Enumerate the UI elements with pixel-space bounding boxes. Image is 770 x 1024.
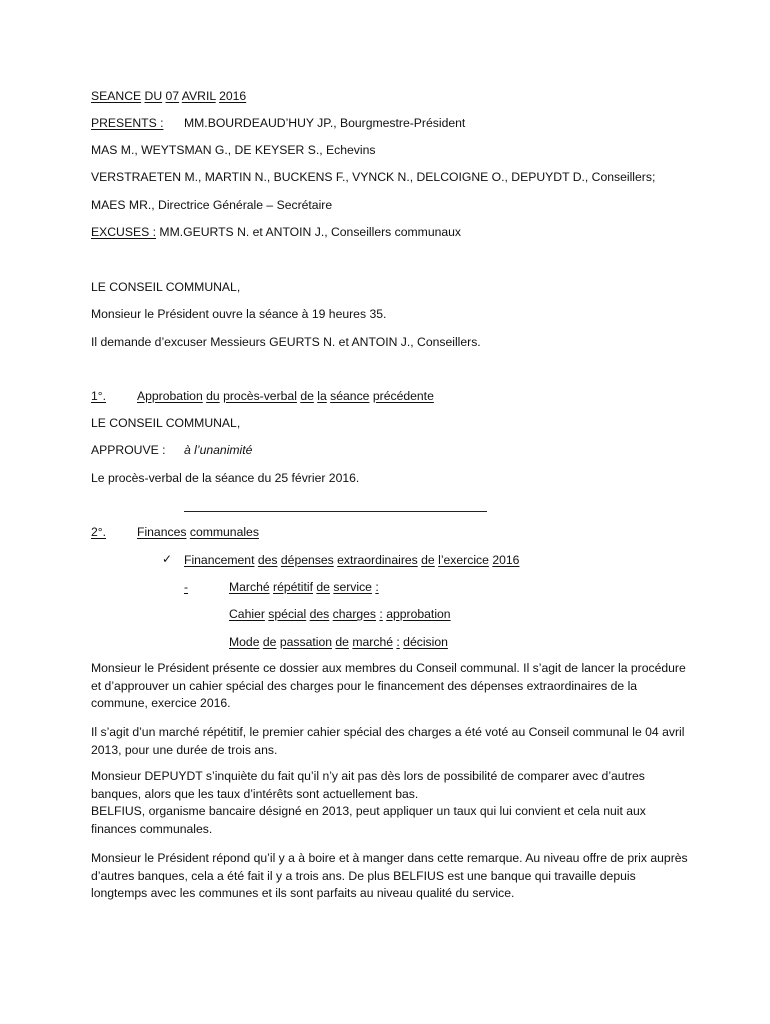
title-word: décision <box>403 635 448 649</box>
point1-number <box>91 389 106 404</box>
presents-text: MM.BOURDEAUD’HUY JP., Bourgmestre-Président <box>184 116 466 130</box>
pv-line: Le procès-verbal de la séance du 25 février 2016. <box>91 471 360 485</box>
paragraph <box>91 768 691 838</box>
echevins-line: MAS M., WEYTSMAN G., DE KEYSER S., Echevins <box>91 143 376 157</box>
title-word: : <box>379 607 383 621</box>
paragraph-text: Monsieur le Président présente ce dossier aux membres du Conseil communal. Il s’agit de lancer la procédure et d’approuver un cahier spécial des charges pour le financement des dépenses extraordinaires de la commune, exercice 2016. <box>91 661 686 710</box>
point-number: 1°. <box>91 389 107 403</box>
title-word: : <box>375 580 379 594</box>
cahier-line <box>229 607 451 622</box>
title-word: séance <box>330 389 370 403</box>
excuse-line: Il demande d’excuser Messieurs GEURTS N. et ANTOIN J., Conseillers. <box>91 335 481 349</box>
paragraph-text: Monsieur DEPUYDT s’inquiète du fait qu’il n’y ait pas dès lors de possibilité de comparer avec d’autres banques, alors que les taux d’intérêts sont actuellement bas. <box>91 769 645 801</box>
mode-line <box>229 635 448 650</box>
presents-line <box>91 116 163 131</box>
title-word: : <box>396 635 400 649</box>
paragraph-text: Il s’agit d’un marché répétitif, le premier cahier spécial des charges a été voté au Conseil communal le 04 avril 2013, pour une durée de trois ans. <box>91 725 685 757</box>
conseillers-line: VERSTRAETEN M., MARTIN N., BUCKENS F., VYNCK N., DELCOIGNE O., DEPUYDT D., Conseillers; <box>91 170 656 184</box>
title-word: procès-verbal <box>223 389 297 403</box>
paragraph-text: BELFIUS, organisme bancaire désigné en 2013, peut appliquer un taux qui lui convient et cela nuit aux finances communales. <box>91 804 646 836</box>
separator-line <box>184 511 487 512</box>
presents-label: PRESENTS : <box>91 116 164 130</box>
approuve-label: APPROUVE : <box>91 443 166 457</box>
paragraph <box>91 660 691 713</box>
title-word: service <box>333 580 372 594</box>
title-word: des <box>257 553 278 567</box>
seance-word: DU <box>144 89 163 103</box>
title-word: marché <box>352 635 393 649</box>
title-word: de <box>300 389 314 403</box>
point-number: 2°. <box>91 525 107 539</box>
title-word: la <box>317 389 327 403</box>
title-word: répétitif <box>273 580 313 594</box>
point2-title <box>137 525 259 540</box>
seance-word: 2016 <box>219 89 247 103</box>
title-word: charges <box>332 607 377 621</box>
title-word: dépenses <box>280 553 334 567</box>
title-word: spécial <box>268 607 307 621</box>
title-word: de <box>335 635 349 649</box>
seance-title <box>91 89 246 104</box>
ouverture-line: Monsieur le Président ouvre la séance à 19 heures 35. <box>91 307 387 321</box>
title-word: Mode <box>229 635 260 649</box>
seance-word: 07 <box>165 89 180 103</box>
title-word: approbation <box>386 607 451 621</box>
sub-title <box>184 553 519 568</box>
excuses-text: MM.GEURTS N. et ANTOIN J., Conseillers communaux <box>159 225 462 239</box>
excuses-label: EXCUSES : <box>91 225 157 239</box>
paragraph <box>91 724 691 759</box>
title-word: Finances <box>137 525 187 539</box>
title-word: extraordinaires <box>337 553 418 567</box>
checkmark-icon: ✓ <box>162 552 173 566</box>
paragraph <box>91 850 691 903</box>
excuses-line <box>91 225 461 240</box>
conseil-heading: LE CONSEIL COMMUNAL, <box>91 280 241 294</box>
title-word: de <box>262 635 277 649</box>
point2-number <box>91 525 106 540</box>
title-word: précédente <box>372 389 434 403</box>
seance-word: AVRIL <box>181 89 216 103</box>
dash-marker <box>184 580 188 595</box>
title-word: communales <box>189 525 259 539</box>
title-word: du <box>206 389 220 403</box>
seance-word: SEANCE <box>91 89 142 103</box>
title-word: l’exercice <box>438 553 489 567</box>
title-word: Marché <box>229 580 270 594</box>
title-word: passation <box>279 635 333 649</box>
point1-conseil: LE CONSEIL COMMUNAL, <box>91 416 241 430</box>
title-word: 2016 <box>492 553 520 567</box>
title-word: Approbation <box>137 389 203 403</box>
marche-line <box>229 580 379 595</box>
secretaire-line: MAES MR., Directrice Générale – Secrétaire <box>91 198 333 212</box>
title-word: Financement <box>184 553 255 567</box>
point1-title <box>137 389 434 404</box>
approuve-value: à l’unanimité <box>184 443 253 457</box>
title-word: des <box>309 607 330 621</box>
title-word: de <box>421 553 435 567</box>
dash: - <box>184 580 189 594</box>
title-word: Cahier <box>229 607 265 621</box>
paragraph-text: Monsieur le Président répond qu’il y a à boire et à manger dans cette remarque. Au niveau offre de prix auprès d’autres banques, cela a été fait il y a trois ans. De plus BELFIUS est une banque qui travaille depuis longtemps avec les communes et ils sont parfaits au niveau qualité du service. <box>91 851 688 900</box>
title-word: de <box>316 580 330 594</box>
